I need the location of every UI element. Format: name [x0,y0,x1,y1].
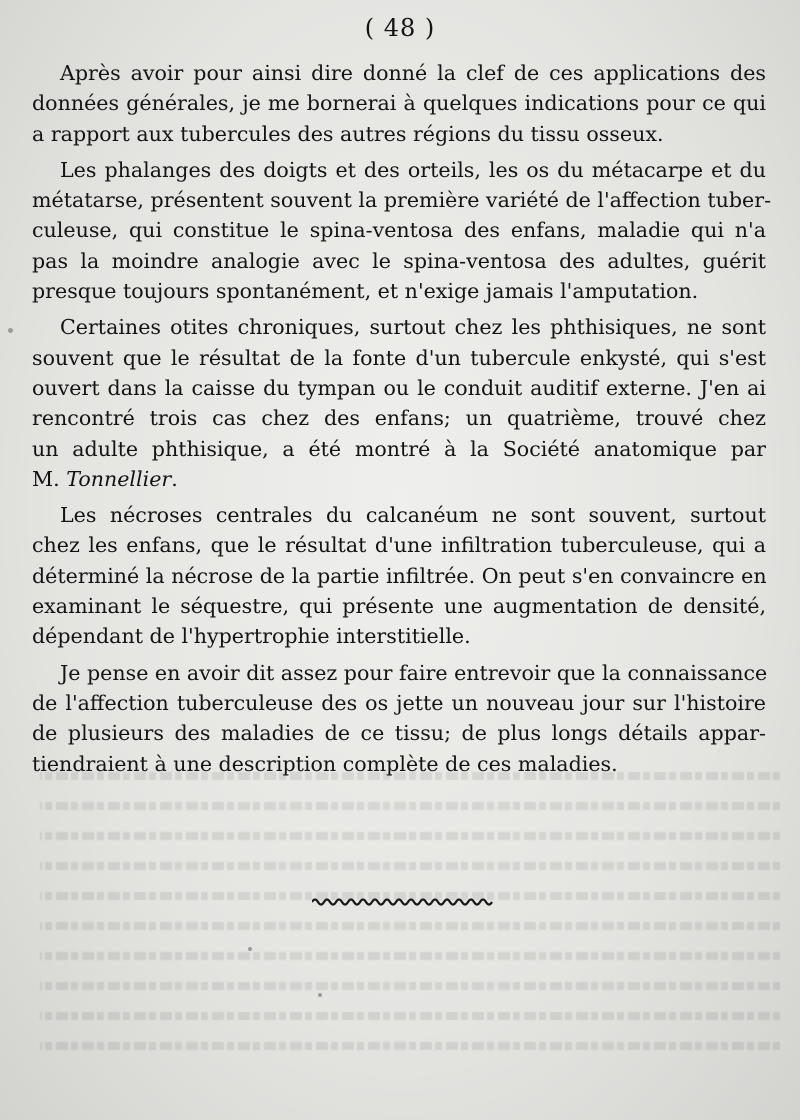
page-number: ( 48 ) [364,14,436,42]
ink-speck [248,947,252,951]
text-line: dépendant de l'hypertrophie interstitielle. [32,624,471,649]
text-line: données générales, je me bornerai à quelques indications pour ce qui [32,91,766,116]
text-line: un adulte phthisique, a été montré à la Société anatomique par [32,436,766,461]
text-line: Les phalanges des doigts et des orteils, les os du métacarpe et du [60,157,766,182]
paragraph-3 [32,312,766,494]
paragraph-1 [32,58,766,149]
body-text [32,58,772,785]
text-line: déterminé la nécrose de la partie infiltrée. On peut s'en convaincre en [32,563,767,588]
text-line: chez les enfans, que le résultat d'une infiltration tuberculeuse, qui a [32,533,766,558]
text-line: métatarse, présentent souvent la première variété de l'affection tuber- [32,188,772,213]
text-line: tiendraient à une description complète de ces maladies. [32,751,618,776]
text-line: culeuse, qui constitue le spina-ventosa des enfans, maladie qui n'a [32,218,766,243]
paragraph-4 [32,500,766,651]
text-line: de l'affection tuberculeuse des os jette un nouveau jour sur l'histoire [32,690,766,715]
text-line: a rapport aux tubercules des autres régions du tissu osseux. [32,121,664,146]
text-line: ouvert dans la caisse du tympan ou le conduit auditif externe. J'en ai [32,375,766,400]
text-line: Les nécroses centrales du calcanéum ne sont souvent, surtout [60,503,766,528]
text-line: de plusieurs des maladies de ce tissu; de plus longs détails appar- [32,721,766,746]
wavy-rule-ornament [312,896,494,908]
author-suffix: . [171,466,178,491]
text-line: presque toujours spontanément, et n'exige jamais l'amputation. [32,279,699,304]
ink-speck [318,993,322,997]
bleed-through-texture [40,760,780,1060]
text-line [32,464,766,494]
author-name: Tonnellier [66,466,172,491]
paragraph-2 [32,155,772,306]
text-line: Certaines otites chroniques, surtout chez les phthisiques, ne sont [60,315,766,340]
text-line: Je pense en avoir dit assez pour faire entrevoir que la connaissance [60,660,768,685]
text-line: Après avoir pour ainsi dire donné la clef de ces applications des [60,61,766,85]
text-line: rencontré trois cas chez des enfans; un quatrième, trouvé chez [32,406,766,431]
ink-speck [8,328,13,333]
paragraph-5 [32,658,766,779]
text-line: pas la moindre analogie avec le spina-ventosa des adultes, guérit [32,248,766,273]
text-line: souvent que le résultat de la fonte d'un tubercule enkysté, qui s'est [32,345,766,370]
author-prefix: M. [32,466,67,491]
text-line: examinant le séquestre, qui présente une augmentation de densité, [32,594,766,619]
